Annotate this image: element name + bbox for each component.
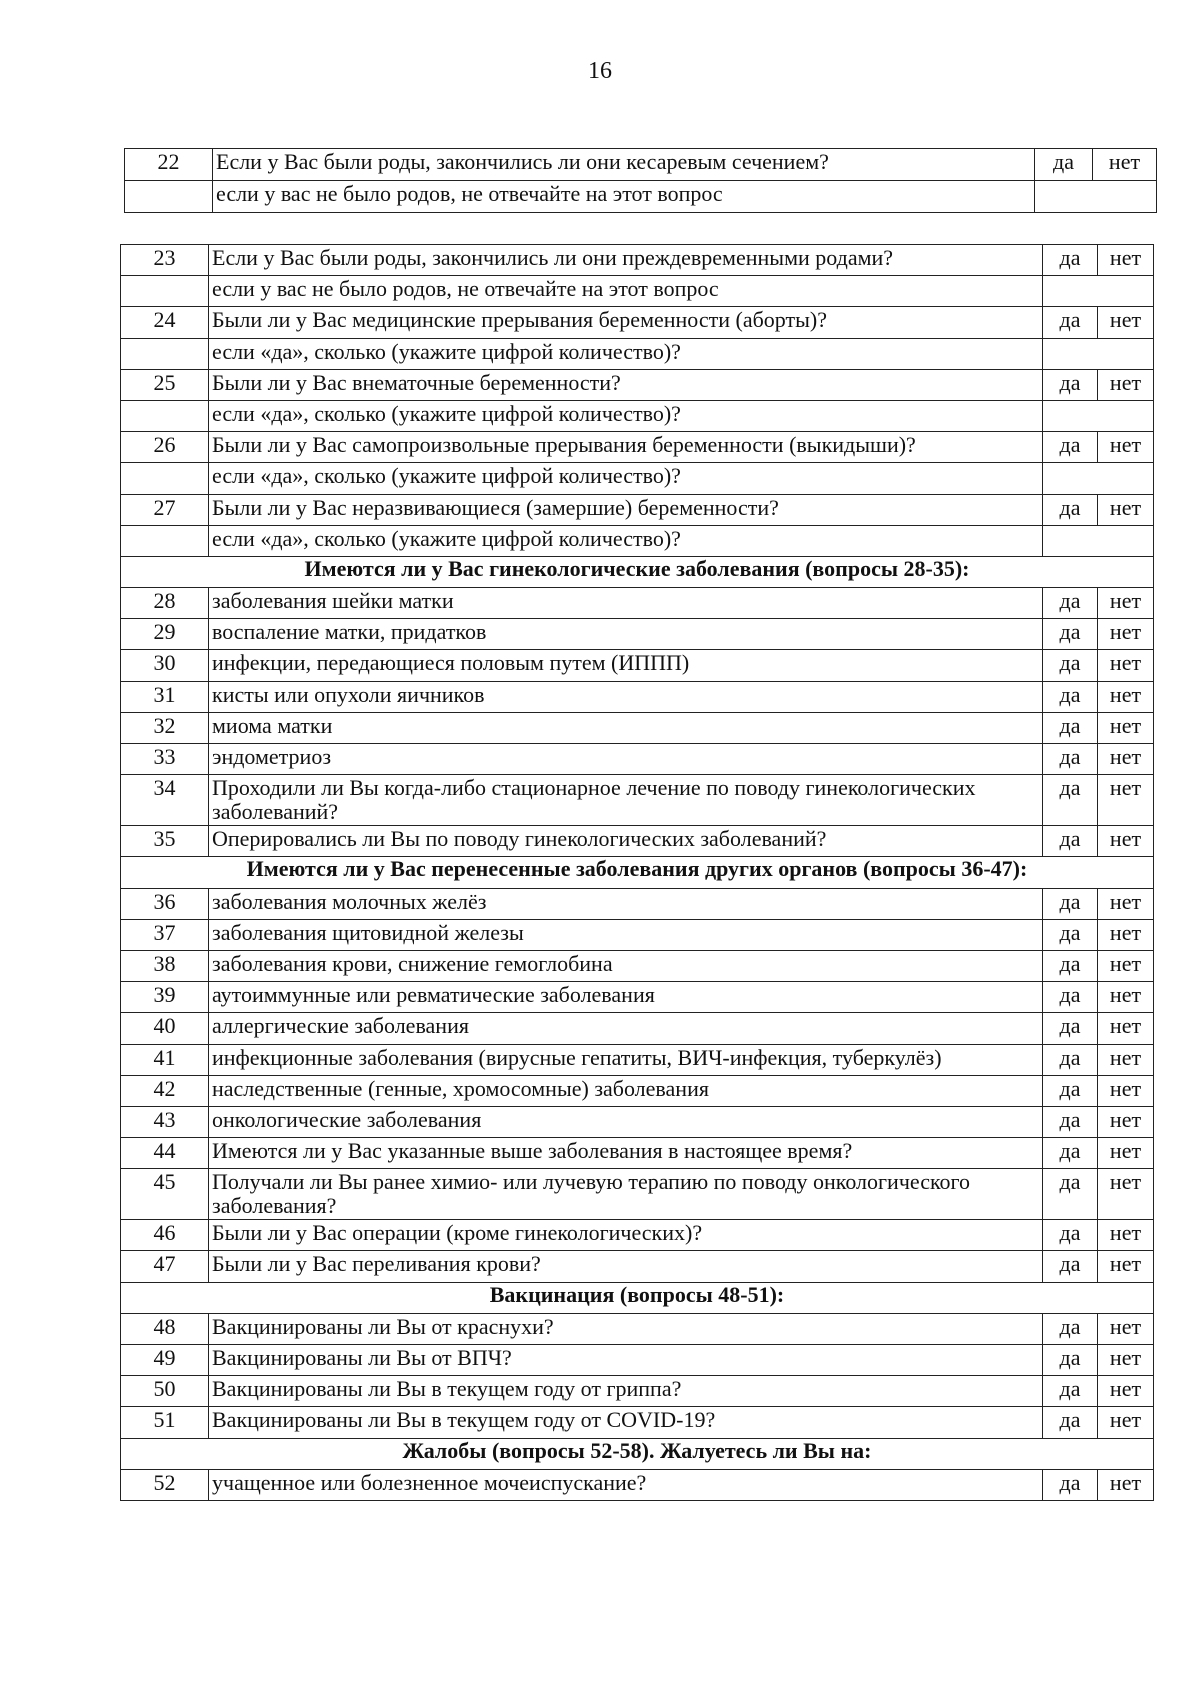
question-number: 29 bbox=[121, 619, 209, 650]
section-heading: Имеются ли у Вас перенесенные заболевания других органов (вопросы 36-47): bbox=[121, 857, 1154, 888]
question-text: заболевания шейки матки bbox=[209, 588, 1043, 619]
answer-no[interactable]: нет bbox=[1098, 494, 1154, 525]
answer-yes[interactable]: да bbox=[1043, 619, 1098, 650]
answer-yes[interactable]: да bbox=[1043, 1138, 1098, 1169]
question-number: 31 bbox=[121, 681, 209, 712]
question-note: если «да», сколько (укажите цифрой количество)? bbox=[209, 525, 1043, 556]
question-number: 34 bbox=[121, 775, 209, 826]
question-number: 51 bbox=[121, 1407, 209, 1438]
table-row bbox=[125, 181, 1157, 213]
table-row bbox=[121, 338, 1154, 369]
question-number: 44 bbox=[121, 1138, 209, 1169]
answer-no[interactable]: нет bbox=[1098, 650, 1154, 681]
table-row bbox=[121, 1138, 1154, 1169]
question-number: 32 bbox=[121, 712, 209, 743]
answer-no[interactable]: нет bbox=[1098, 307, 1154, 338]
answer-yes[interactable]: да bbox=[1043, 888, 1098, 919]
table-row bbox=[121, 588, 1154, 619]
question-number: 22 bbox=[125, 149, 213, 181]
table-row bbox=[121, 494, 1154, 525]
table-row bbox=[121, 681, 1154, 712]
question-text: воспаление матки, придатков bbox=[209, 619, 1043, 650]
answer-yes[interactable]: да bbox=[1043, 919, 1098, 950]
question-text: Были ли у Вас операции (кроме гинекологических)? bbox=[209, 1220, 1043, 1251]
empty-number-cell bbox=[125, 181, 213, 213]
question-text: Вакцинированы ли Вы от ВПЧ? bbox=[209, 1345, 1043, 1376]
table-row bbox=[121, 919, 1154, 950]
answer-yes[interactable]: да bbox=[1043, 1075, 1098, 1106]
answer-no[interactable]: нет bbox=[1098, 1106, 1154, 1137]
answer-no[interactable]: нет bbox=[1098, 1407, 1154, 1438]
answer-no[interactable]: нет bbox=[1098, 619, 1154, 650]
table-row bbox=[121, 888, 1154, 919]
answer-no[interactable]: нет bbox=[1098, 1220, 1154, 1251]
question-number: 24 bbox=[121, 307, 209, 338]
table-row bbox=[121, 650, 1154, 681]
question-number: 28 bbox=[121, 588, 209, 619]
question-text: Вакцинированы ли Вы от краснухи? bbox=[209, 1313, 1043, 1344]
table-row bbox=[121, 1376, 1154, 1407]
answer-no[interactable]: нет bbox=[1098, 1345, 1154, 1376]
question-text: Были ли у Вас переливания крови? bbox=[209, 1251, 1043, 1282]
answer-yes[interactable]: да bbox=[1043, 432, 1098, 463]
question-text: Если у Вас были роды, закончились ли они преждевременными родами? bbox=[209, 245, 1043, 276]
question-note: если «да», сколько (укажите цифрой количество)? bbox=[209, 338, 1043, 369]
question-number: 45 bbox=[121, 1169, 209, 1220]
question-note: если «да», сколько (укажите цифрой количество)? bbox=[209, 400, 1043, 431]
answer-no[interactable]: нет bbox=[1098, 369, 1154, 400]
section-header-row bbox=[121, 857, 1154, 888]
answer-no[interactable]: нет bbox=[1098, 1044, 1154, 1075]
question-text: заболевания молочных желёз bbox=[209, 888, 1043, 919]
question-number: 52 bbox=[121, 1469, 209, 1500]
answer-no[interactable]: нет bbox=[1098, 919, 1154, 950]
answer-no[interactable]: нет bbox=[1098, 1376, 1154, 1407]
section-heading: Вакцинация (вопросы 48-51): bbox=[121, 1282, 1154, 1313]
answer-yes[interactable]: да bbox=[1043, 1169, 1098, 1220]
answer-no[interactable]: нет bbox=[1098, 826, 1154, 857]
answer-yes[interactable]: да bbox=[1043, 588, 1098, 619]
table-row bbox=[121, 826, 1154, 857]
question-text: заболевания щитовидной железы bbox=[209, 919, 1043, 950]
table-row bbox=[121, 1251, 1154, 1282]
answer-no[interactable]: нет bbox=[1093, 149, 1157, 181]
table-row bbox=[121, 1044, 1154, 1075]
table-row bbox=[121, 369, 1154, 400]
empty-number-cell bbox=[121, 338, 209, 369]
question-text: заболевания крови, снижение гемоглобина bbox=[209, 950, 1043, 981]
empty-number-cell bbox=[121, 525, 209, 556]
answer-yes[interactable]: да bbox=[1043, 712, 1098, 743]
answer-field[interactable] bbox=[1043, 400, 1154, 431]
table-row bbox=[121, 1313, 1154, 1344]
section-header-row bbox=[121, 1282, 1154, 1313]
answer-no[interactable]: нет bbox=[1098, 1251, 1154, 1282]
question-text: Оперировались ли Вы по поводу гинекологических заболеваний? bbox=[209, 826, 1043, 857]
table-row bbox=[121, 307, 1154, 338]
table-row bbox=[121, 775, 1154, 826]
answer-no[interactable]: нет bbox=[1098, 1169, 1154, 1220]
page-number: 16 bbox=[588, 58, 612, 84]
question-number: 48 bbox=[121, 1313, 209, 1344]
answer-no[interactable]: нет bbox=[1098, 1469, 1154, 1500]
answer-field[interactable] bbox=[1035, 181, 1157, 213]
answer-field[interactable] bbox=[1043, 525, 1154, 556]
answer-field[interactable] bbox=[1043, 276, 1154, 307]
table-row bbox=[121, 432, 1154, 463]
question-number: 46 bbox=[121, 1220, 209, 1251]
question-number: 41 bbox=[121, 1044, 209, 1075]
question-number: 30 bbox=[121, 650, 209, 681]
answer-no[interactable]: нет bbox=[1098, 950, 1154, 981]
question-text: учащенное или болезненное мочеиспускание? bbox=[209, 1469, 1043, 1500]
section-heading: Имеются ли у Вас гинекологические заболевания (вопросы 28-35): bbox=[121, 556, 1154, 587]
answer-yes[interactable]: да bbox=[1043, 1251, 1098, 1282]
question-number: 47 bbox=[121, 1251, 209, 1282]
question-text: Были ли у Вас медицинские прерывания беременности (аборты)? bbox=[209, 307, 1043, 338]
table-row bbox=[121, 1013, 1154, 1044]
answer-no[interactable]: нет bbox=[1098, 712, 1154, 743]
table-row bbox=[121, 1075, 1154, 1106]
question-note: если у вас не было родов, не отвечайте на этот вопрос bbox=[213, 181, 1035, 213]
question-22-table bbox=[124, 148, 1157, 213]
answer-no[interactable]: нет bbox=[1098, 1013, 1154, 1044]
question-number: 25 bbox=[121, 369, 209, 400]
answer-no[interactable]: нет bbox=[1098, 588, 1154, 619]
question-number: 40 bbox=[121, 1013, 209, 1044]
question-number: 23 bbox=[121, 245, 209, 276]
answer-field[interactable] bbox=[1043, 463, 1154, 494]
answer-yes[interactable]: да bbox=[1043, 775, 1098, 826]
answer-yes[interactable]: да bbox=[1043, 1044, 1098, 1075]
question-text: Вакцинированы ли Вы в текущем году от гриппа? bbox=[209, 1376, 1043, 1407]
question-text: Были ли у Вас неразвивающиеся (замершие) беременности? bbox=[209, 494, 1043, 525]
answer-no[interactable]: нет bbox=[1098, 681, 1154, 712]
table-row bbox=[121, 1345, 1154, 1376]
empty-number-cell bbox=[121, 400, 209, 431]
question-number: 43 bbox=[121, 1106, 209, 1137]
table-row bbox=[121, 1106, 1154, 1137]
question-text: аутоиммунные или ревматические заболевания bbox=[209, 982, 1043, 1013]
question-text: инфекции, передающиеся половым путем (ИППП) bbox=[209, 650, 1043, 681]
answer-yes[interactable]: да bbox=[1043, 1106, 1098, 1137]
answer-yes[interactable]: да bbox=[1043, 1313, 1098, 1344]
question-text: Если у Вас были роды, закончились ли они кесаревым сечением? bbox=[213, 149, 1035, 181]
answer-no[interactable]: нет bbox=[1098, 744, 1154, 775]
question-text: аллергические заболевания bbox=[209, 1013, 1043, 1044]
answer-no[interactable]: нет bbox=[1098, 982, 1154, 1013]
question-text: миома матки bbox=[209, 712, 1043, 743]
question-number: 33 bbox=[121, 744, 209, 775]
question-text: Были ли у Вас внематочные беременности? bbox=[209, 369, 1043, 400]
answer-yes[interactable]: да bbox=[1043, 494, 1098, 525]
question-number: 42 bbox=[121, 1075, 209, 1106]
table-row bbox=[125, 149, 1157, 181]
table-row bbox=[121, 619, 1154, 650]
question-note: если «да», сколько (укажите цифрой количество)? bbox=[209, 463, 1043, 494]
question-text: кисты или опухоли яичников bbox=[209, 681, 1043, 712]
answer-yes[interactable]: да bbox=[1035, 149, 1093, 181]
table-row bbox=[121, 525, 1154, 556]
table-row bbox=[121, 1169, 1154, 1220]
question-text: Получали ли Вы ранее химио- или лучевую терапию по поводу онкологического заболевания? bbox=[209, 1169, 1043, 1220]
table-row bbox=[121, 744, 1154, 775]
answer-yes[interactable]: да bbox=[1043, 1220, 1098, 1251]
answer-no[interactable]: нет bbox=[1098, 1313, 1154, 1344]
answer-no[interactable]: нет bbox=[1098, 432, 1154, 463]
table-row bbox=[121, 400, 1154, 431]
question-text: инфекционные заболевания (вирусные гепатиты, ВИЧ-инфекция, туберкулёз) bbox=[209, 1044, 1043, 1075]
question-number: 27 bbox=[121, 494, 209, 525]
question-text: Были ли у Вас самопроизвольные прерывания беременности (выкидыши)? bbox=[209, 432, 1043, 463]
table-row bbox=[121, 982, 1154, 1013]
answer-no[interactable]: нет bbox=[1098, 1138, 1154, 1169]
answer-yes[interactable]: да bbox=[1043, 950, 1098, 981]
table-row bbox=[121, 276, 1154, 307]
table-row bbox=[121, 463, 1154, 494]
question-text: онкологические заболевания bbox=[209, 1106, 1043, 1137]
answer-no[interactable]: нет bbox=[1098, 888, 1154, 919]
answer-yes[interactable]: да bbox=[1043, 245, 1098, 276]
question-number: 39 bbox=[121, 982, 209, 1013]
answer-yes[interactable]: да bbox=[1043, 1376, 1098, 1407]
answer-field[interactable] bbox=[1043, 338, 1154, 369]
question-number: 26 bbox=[121, 432, 209, 463]
answer-yes[interactable]: да bbox=[1043, 369, 1098, 400]
question-note: если у вас не было родов, не отвечайте на этот вопрос bbox=[209, 276, 1043, 307]
section-header-row bbox=[121, 556, 1154, 587]
empty-number-cell bbox=[121, 463, 209, 494]
answer-yes[interactable]: да bbox=[1043, 1407, 1098, 1438]
table-row bbox=[121, 245, 1154, 276]
answer-yes[interactable]: да bbox=[1043, 307, 1098, 338]
empty-number-cell bbox=[121, 276, 209, 307]
table-row bbox=[121, 1220, 1154, 1251]
answer-no[interactable]: нет bbox=[1098, 775, 1154, 826]
question-number: 37 bbox=[121, 919, 209, 950]
answer-yes[interactable]: да bbox=[1043, 744, 1098, 775]
answer-yes[interactable]: да bbox=[1043, 982, 1098, 1013]
question-text: Имеются ли у Вас указанные выше заболевания в настоящее время? bbox=[209, 1138, 1043, 1169]
question-text: эндометриоз bbox=[209, 744, 1043, 775]
answer-no[interactable]: нет bbox=[1098, 245, 1154, 276]
answer-yes[interactable]: да bbox=[1043, 1469, 1098, 1500]
answer-yes[interactable]: да bbox=[1043, 1013, 1098, 1044]
answer-yes[interactable]: да bbox=[1043, 681, 1098, 712]
question-number: 50 bbox=[121, 1376, 209, 1407]
table-row bbox=[121, 712, 1154, 743]
question-number: 35 bbox=[121, 826, 209, 857]
table-row bbox=[121, 1469, 1154, 1500]
answer-yes[interactable]: да bbox=[1043, 650, 1098, 681]
questionnaire-table bbox=[120, 244, 1154, 1501]
question-number: 49 bbox=[121, 1345, 209, 1376]
answer-yes[interactable]: да bbox=[1043, 1345, 1098, 1376]
section-header-row bbox=[121, 1438, 1154, 1469]
question-text: Вакцинированы ли Вы в текущем году от COVID-19? bbox=[209, 1407, 1043, 1438]
question-number: 38 bbox=[121, 950, 209, 981]
answer-no[interactable]: нет bbox=[1098, 1075, 1154, 1106]
section-heading: Жалобы (вопросы 52-58). Жалуетесь ли Вы на: bbox=[121, 1438, 1154, 1469]
table-row bbox=[121, 1407, 1154, 1438]
question-text: наследственные (генные, хромосомные) заболевания bbox=[209, 1075, 1043, 1106]
answer-yes[interactable]: да bbox=[1043, 826, 1098, 857]
question-number: 36 bbox=[121, 888, 209, 919]
question-text: Проходили ли Вы когда-либо стационарное лечение по поводу гинекологических заболеваний? bbox=[209, 775, 1043, 826]
table-row bbox=[121, 950, 1154, 981]
